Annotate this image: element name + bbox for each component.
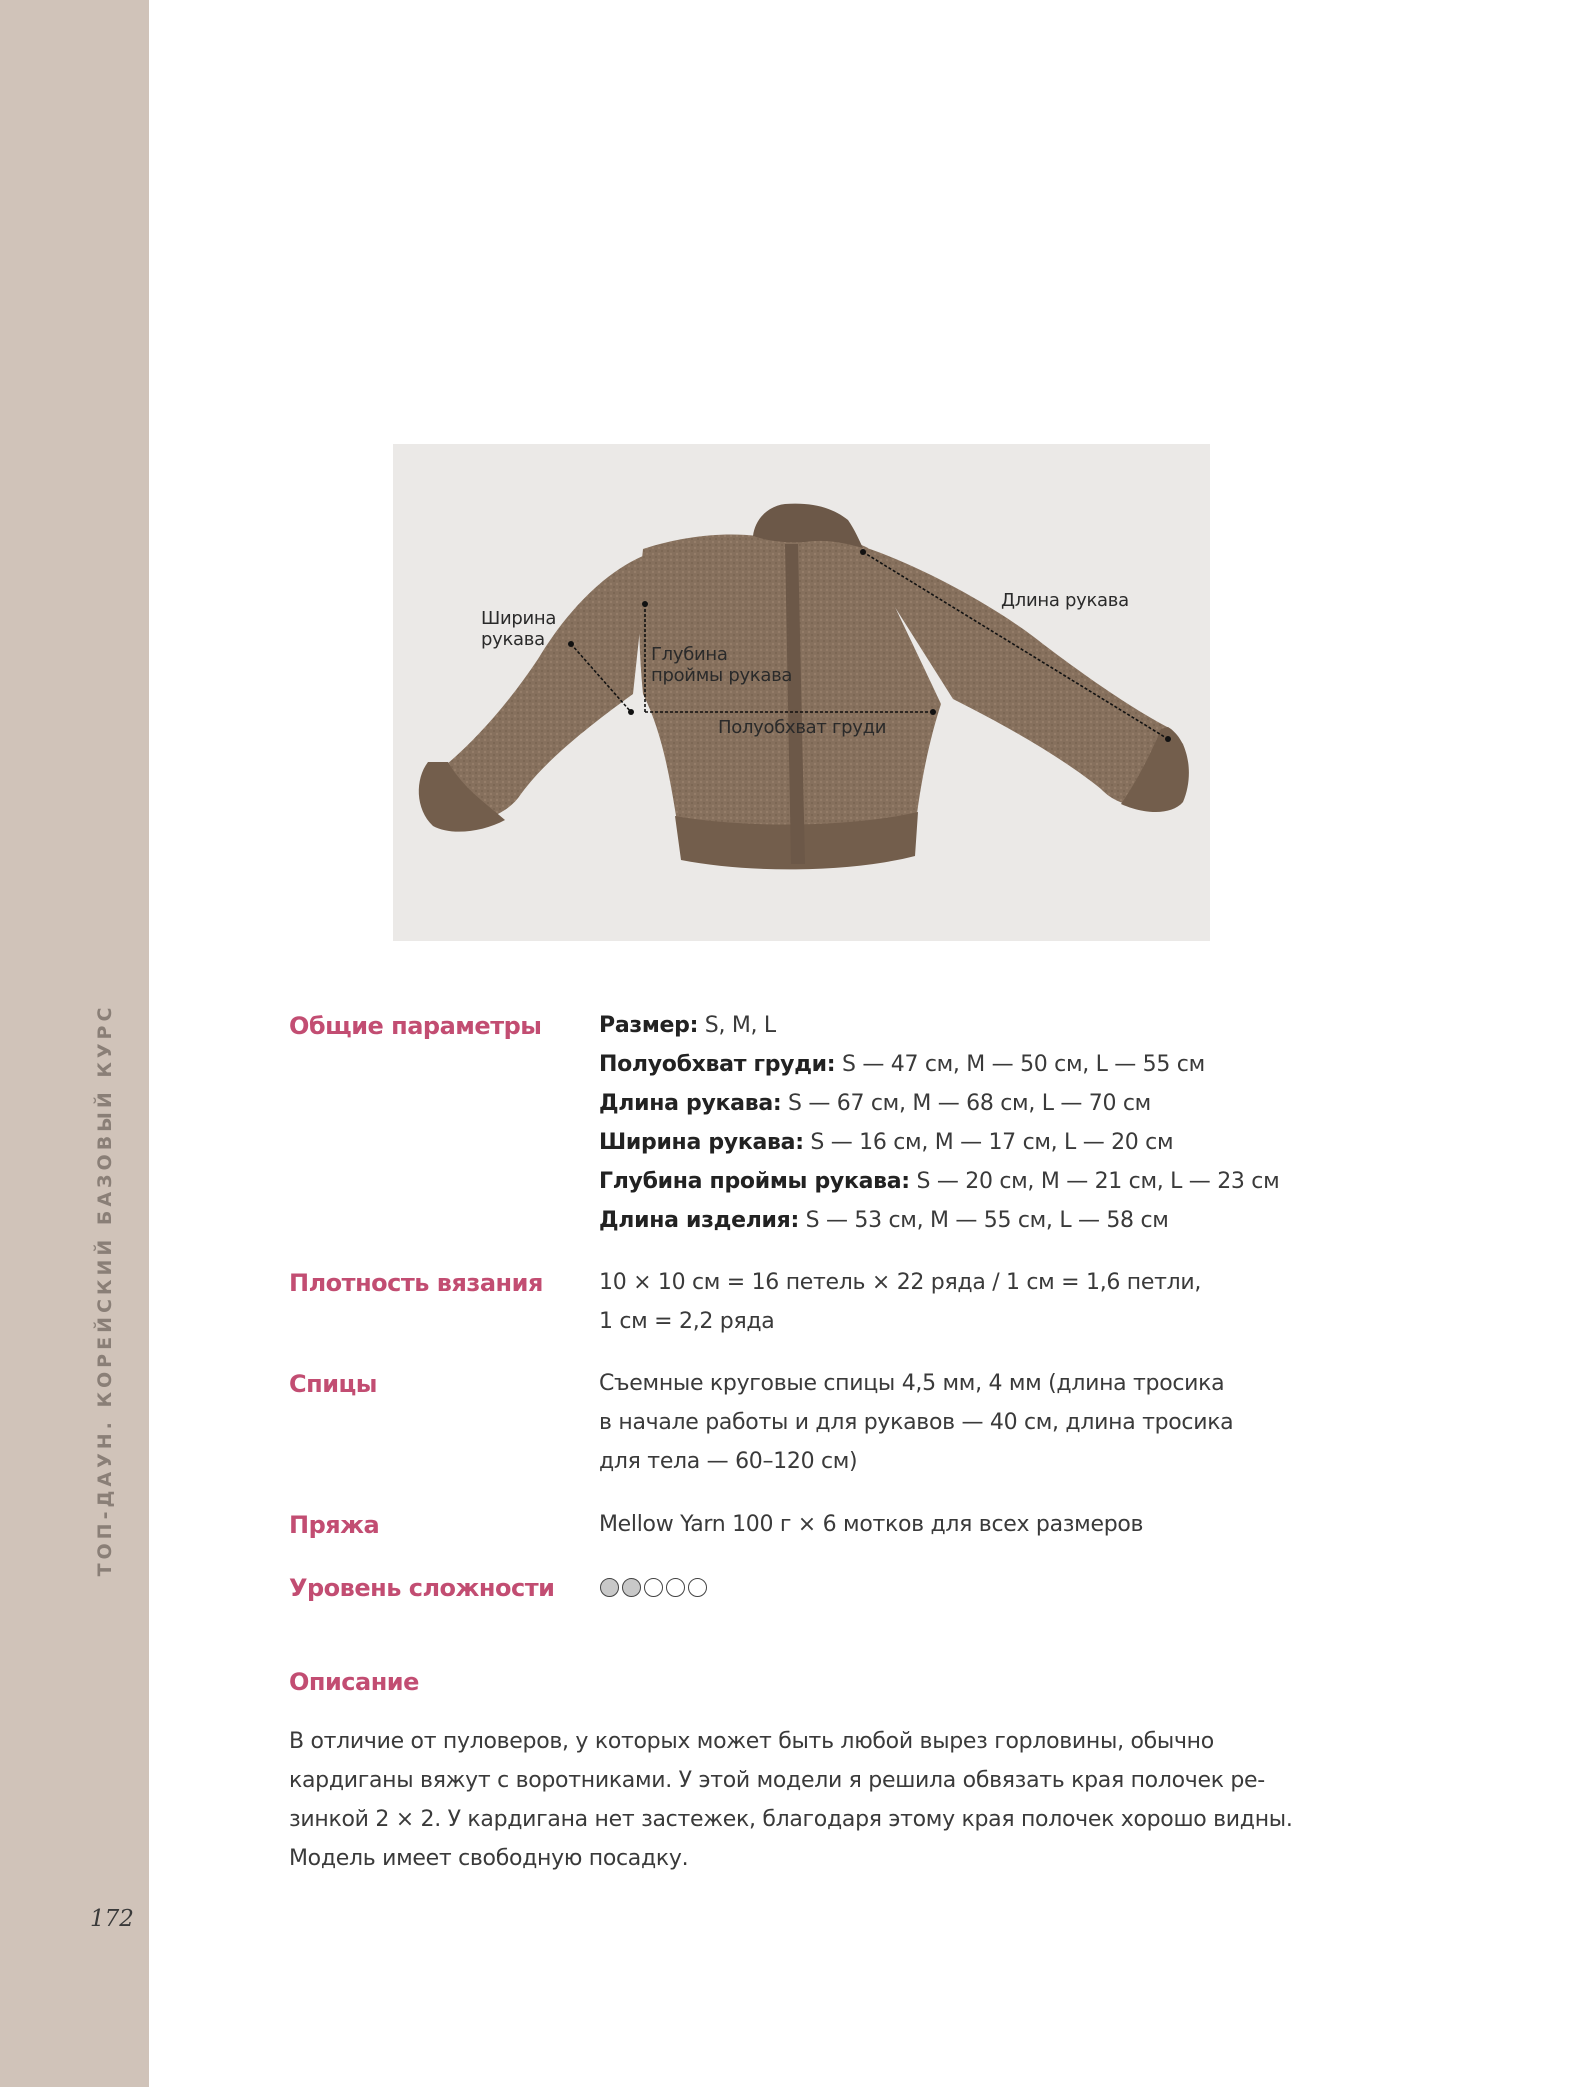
param-row-sleeve-width: Ширина рукава: S — 16 см, M — 17 см, L — 20 см bbox=[599, 1130, 1174, 1155]
description-title: Описание bbox=[289, 1668, 419, 1696]
yarn-value bbox=[599, 1505, 1143, 1544]
cardigan-illustration bbox=[393, 444, 1210, 941]
running-head: ТОП-ДАУН. КОРЕЙСКИЙ БАЗОВЫЙ КУРС bbox=[94, 1003, 116, 1577]
needles-line: Съемные круговые спицы 4,5 мм, 4 мм (длина тросика bbox=[599, 1371, 1225, 1396]
param-row-size: Размер: S, M, L bbox=[599, 1013, 776, 1038]
cardigan-photo bbox=[393, 444, 1210, 941]
gauge-line: 1 см = 2,2 ряда bbox=[599, 1309, 775, 1334]
difficulty-dot-filled bbox=[600, 1578, 619, 1597]
difficulty-dot-empty bbox=[666, 1578, 685, 1597]
difficulty-dot-empty bbox=[688, 1578, 707, 1597]
param-row-armhole-depth: Глубина проймы рукава: S — 20 см, M — 21 см, L — 23 см bbox=[599, 1169, 1280, 1194]
difficulty-dot-empty bbox=[644, 1578, 663, 1597]
label-armhole-depth: Глубина проймы рукава bbox=[651, 644, 793, 686]
label-sleeve-length: Длина рукава bbox=[1001, 590, 1129, 611]
needles-label: Спицы bbox=[289, 1370, 378, 1398]
gauge-value bbox=[599, 1263, 1201, 1341]
param-row-sleeve-length: Длина рукава: S — 67 см, M — 68 см, L — 70 см bbox=[599, 1091, 1151, 1116]
general-params-list bbox=[599, 1006, 1279, 1240]
yarn-line: Mellow Yarn 100 г × 6 мотков для всех размеров bbox=[599, 1512, 1144, 1537]
description-line: зинкой 2 × 2. У кардигана нет застежек, благодаря этому края полочек хорошо видны. bbox=[289, 1807, 1293, 1832]
label-sleeve-width: Ширина рукава bbox=[481, 608, 557, 650]
difficulty-dot-filled bbox=[622, 1578, 641, 1597]
label-half-chest: Полуобхват груди bbox=[718, 717, 887, 738]
side-band bbox=[0, 0, 149, 2087]
needles-value bbox=[599, 1364, 1233, 1481]
difficulty-rating bbox=[600, 1578, 710, 1597]
description-line: В отличие от пуловеров, у которых может быть любой вырез горловины, обычно bbox=[289, 1729, 1214, 1754]
difficulty-label: Уровень сложности bbox=[289, 1574, 555, 1602]
gauge-line: 10 × 10 см = 16 петель × 22 ряда / 1 см = 1,6 петли, bbox=[599, 1270, 1202, 1295]
needles-line: в начале работы и для рукавов — 40 см, длина тросика bbox=[599, 1410, 1234, 1435]
description-line: кардиганы вяжут с воротниками. У этой модели я решила обвязать края полочек ре- bbox=[289, 1768, 1265, 1793]
description-line: Модель имеет свободную посадку. bbox=[289, 1846, 689, 1871]
param-row-garment-length: Длина изделия: S — 53 см, M — 55 см, L — 58 см bbox=[599, 1208, 1169, 1233]
gauge-label: Плотность вязания bbox=[289, 1269, 543, 1297]
description-text bbox=[289, 1722, 1349, 1878]
yarn-label: Пряжа bbox=[289, 1511, 380, 1539]
general-params-label: Общие параметры bbox=[289, 1012, 542, 1040]
param-row-half-chest: Полуобхват груди: S — 47 см, M — 50 см, L — 55 см bbox=[599, 1052, 1205, 1077]
needles-line: для тела — 60–120 см) bbox=[599, 1449, 858, 1474]
page-number: 172 bbox=[90, 1906, 134, 1932]
